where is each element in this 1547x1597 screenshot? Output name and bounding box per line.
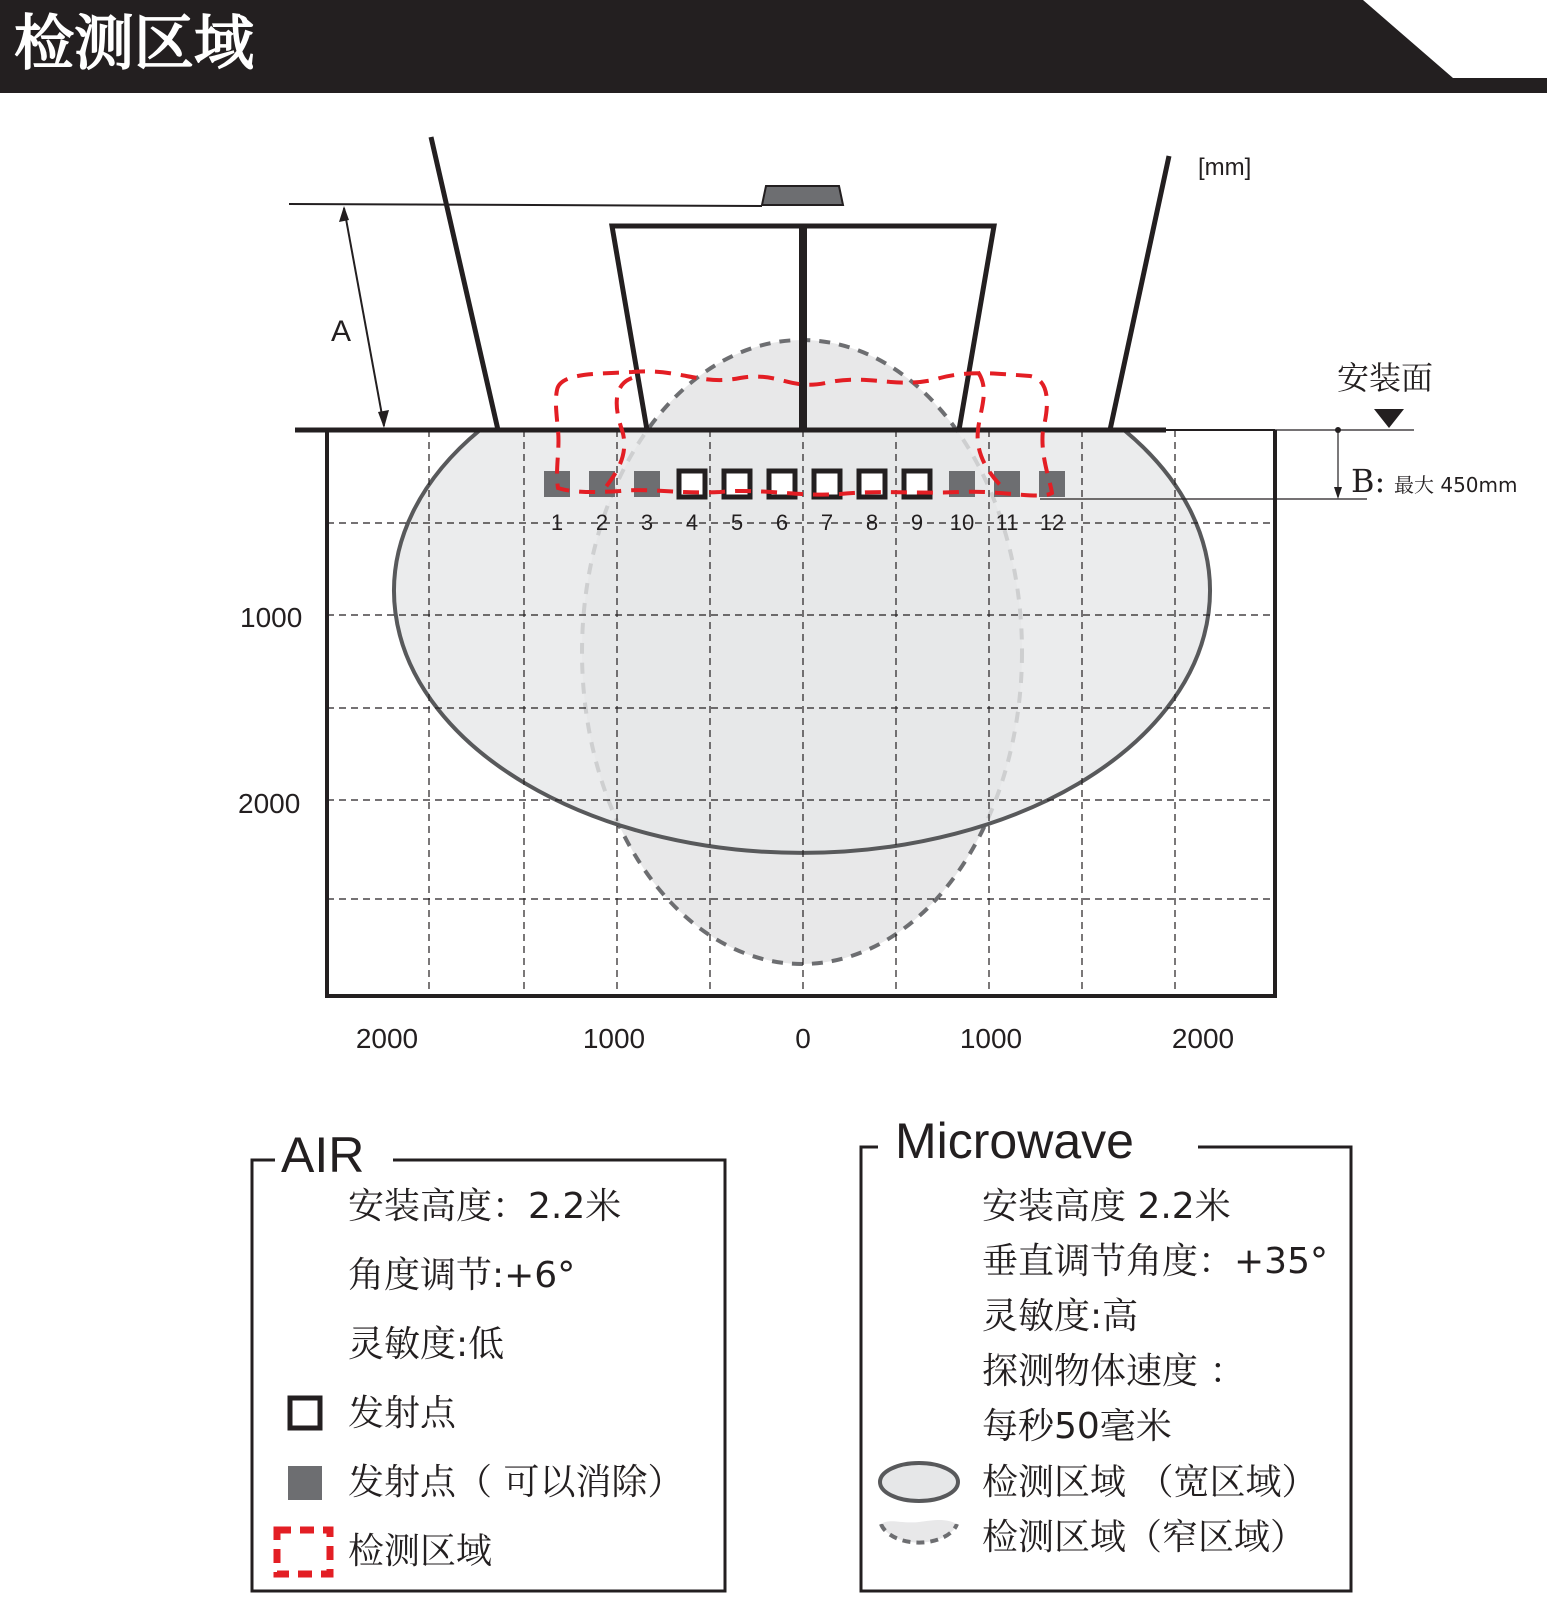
removable-emitter-point-icon	[634, 471, 660, 497]
dimension-b-note: 最大 450mm	[1394, 473, 1518, 497]
x-tick-label: 1000	[582, 1023, 646, 1054]
legend-air-item-label: 发射点	[348, 1393, 457, 1434]
mounting-surface-arrow-icon	[1374, 409, 1404, 428]
dashed-ellipse-icon-top	[881, 1520, 957, 1524]
sensor-icon	[762, 186, 843, 205]
dimension-b-label: B:	[1351, 462, 1386, 500]
emitter-number-label: 9	[910, 510, 924, 535]
emitter-number-label: 10	[949, 510, 975, 535]
emitter-number-label: 6	[775, 510, 789, 535]
legend-microwave	[861, 1113, 1351, 1591]
filled-square-icon	[288, 1466, 322, 1500]
emitter-number-label: 3	[640, 510, 654, 535]
emitter-number-label: 7	[820, 510, 834, 535]
legend-air-sensitivity: 灵敏度:低	[348, 1324, 505, 1365]
emitter-number-label: 1	[550, 510, 564, 535]
y-tick-label: 2000	[238, 788, 301, 819]
legend-air	[252, 1127, 725, 1591]
legend-microwave-item-label: 检测区域 （宽区域）	[982, 1462, 1318, 1503]
door-frame-right	[1110, 156, 1169, 430]
x-tick-label: 2000	[1171, 1023, 1235, 1054]
y-tick-label: 1000	[240, 602, 303, 633]
mounting-surface-label: 安装面	[1337, 359, 1434, 397]
legend-microwave-install-height: 安装高度 2.2米	[982, 1186, 1231, 1227]
legend-microwave-title: Microwave	[895, 1113, 1134, 1169]
legend-air-install-height: 安装高度：2.2米	[348, 1186, 622, 1227]
red-dashed-square-icon	[277, 1530, 330, 1574]
legend-microwave-speed-value: 每秒50毫米	[982, 1406, 1172, 1447]
page-title: 检测区域	[14, 9, 254, 79]
emitter-number-label: 8	[865, 510, 879, 535]
dashed-ellipse-icon	[881, 1524, 957, 1543]
emitter-number-label: 11	[995, 510, 1019, 535]
legend-microwave-sensitivity: 灵敏度:高	[982, 1296, 1139, 1337]
emitter-number-label: 2	[595, 510, 609, 535]
x-tick-label: 2000	[355, 1023, 419, 1054]
legend-air-angle: 角度调节:+6°	[348, 1255, 576, 1296]
legend-microwave-speed: 探测物体速度 ：	[982, 1351, 1246, 1392]
legend-air-item-label: 检测区域	[348, 1531, 493, 1572]
unit-label: [mm]	[1198, 154, 1252, 181]
legend-microwave-item-label: 检测区域（窄区域）	[982, 1517, 1307, 1558]
x-tick-label: 0	[795, 1023, 811, 1054]
emitter-number-label: 5	[730, 510, 744, 535]
hollow-square-icon	[290, 1398, 320, 1428]
legend-microwave-angle: 垂直调节角度：+35°	[982, 1241, 1328, 1282]
solid-ellipse-icon	[880, 1463, 958, 1501]
legend-air-title: AIR	[281, 1127, 365, 1183]
legend-air-item-label: 发射点（ 可以消除）	[348, 1462, 684, 1503]
emitter-point-icon	[724, 471, 750, 497]
door-frame-left	[431, 137, 498, 430]
x-tick-label: 1000	[959, 1023, 1023, 1054]
dimension-a-label: A	[331, 315, 352, 348]
emitter-number-label: 4	[685, 510, 699, 535]
emitter-number-label: 12	[1039, 510, 1065, 535]
dimension-a-reference-line	[289, 204, 762, 206]
